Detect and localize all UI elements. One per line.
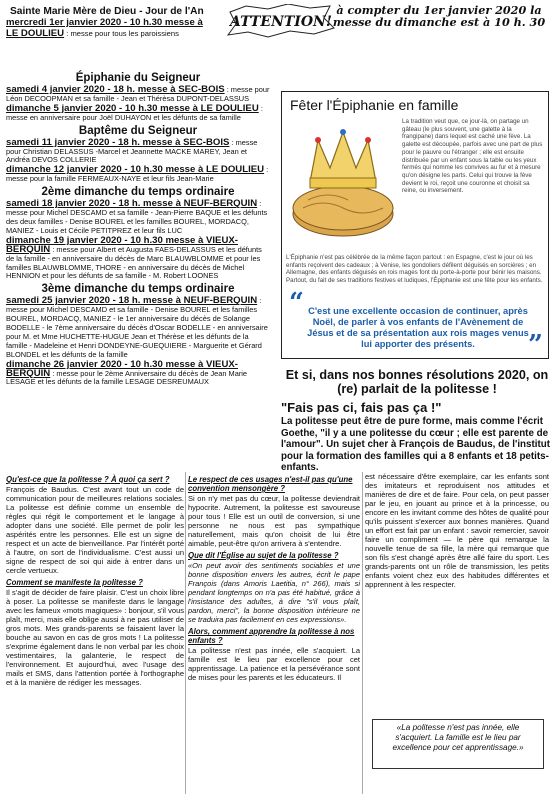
header-place: LE DOULIEU <box>6 28 65 39</box>
mass-entry: samedi 4 janvier 2020 - 18 h. messe à SEC-BOIS : messe pour Léon DECOOPMAN et sa famille - Jean et Thérèsa DUPONT-DELASSUS <box>6 84 270 103</box>
mass-schedule <box>6 70 270 388</box>
article-question: Alors, comment apprendre la politesse à nos enfants ? <box>188 627 355 645</box>
header-date: mercredi 1er janvier 2020 - 10 h.30 messe à <box>6 17 203 28</box>
epiphanie-paragraph-2: L'Épiphanie n'est pas célébrée de la même façon partout : en Espagne, c'est le jour où les enfants reçoivent des cadeaux ; à Venise, les gondoliers défilent déguisés en sorcières ; en Allemagne, des enfants déguisés en rois mages font du porte-à-porte pour bénir les maisons. Partout, du fait de ses traditions festives et ludiques, l'Épiphanie est une fête pour les enfants. <box>286 254 543 285</box>
mass-entry: dimanche 19 janvier 2020 - 10 h.30 messe à VIEUX-BERQUIN : messe pour Albert et Augusta FAES-DELASSUS et les défunts de la famille - en anniversaire du décès de Marc BLAUWBLOMME et pour les familles BLAUWBLOMME, THORE - en anniversaire du décès de Michel HENNION et pour les défunts de sa famille - M. Robert LOONES <box>6 234 262 281</box>
header-title: Sainte Marie Mère de Dieu - Jour de l'An <box>10 6 204 17</box>
mass-entry: samedi 11 janvier 2020 - 18 h. messe à SEC-BOIS : messe pour Christian DELASSUS -Marcel et Jeannette MACKE MAREY, Jean et Andréa DEVOS COLLERIE <box>6 136 258 165</box>
article-answer: «On peut avoir des sentiments sociables et une bonne disposition envers les autres, écrit le pape François (dans Amoris Laetitia, n° 266), mais si pendant longtemps on n'a pas été habitué, grâce à l'insistance des adultes, à dire "s'il vous plaît, pardon, merci", la bonne disposition intérieure ne se traduira pas facilement en ces expressions». <box>188 561 360 624</box>
galette-des-rois-image <box>288 118 398 250</box>
quote-open-icon: “ <box>289 288 304 318</box>
mass-entry: samedi 18 janvier 2020 - 18 h. messe à NEUF-BERQUIN : messe pour Michel DESCAMD et sa famille - Jean-Pierre BAQUE et les défunts des deux familles - Denise BOUREL et les familles BOUREL, MORDACQ, MANIEZ - Louis et Cécile PETITPREZ et leur fils LUC <box>6 198 268 235</box>
header-desc: : messe pour tous les paroissiens <box>66 29 179 38</box>
article-answer: Si on n'y met pas du cœur, la politesse deviendrait hypocrite. Autrement, la politesse est savoureuse pour tous ! Elle est un outil de conversion, si une personne ne nous est pas sympathique naturellement, mais qu'on choisit de lui être aimable, peut-être qu'on arrivera à s'entendre. <box>188 494 360 548</box>
politesse-intro <box>281 368 553 474</box>
section-3eme-dimanche <box>6 283 270 387</box>
article-question: Que dit l'Église au sujet de la politesse ? <box>188 551 339 560</box>
section-title: Épiphanie du Seigneur <box>75 72 201 84</box>
attention-label: ATTENTION! <box>229 14 333 30</box>
mass-entry: dimanche 12 janvier 2020 - 10 h.30 messe à LE DOULIEU : messe pour la famille FERMEAUX-NAYE et leur fils Jean-Marie <box>6 164 269 184</box>
mass-entry: dimanche 26 janvier 2020 - 10 h.30 messe à VIEUX-BERQUIN : messe pour le 2ème Anniversaire du décès de Jean Marie LESAGE et les défunts de la famille LESAGE DESREUMAUX <box>6 358 248 387</box>
mass-entry: dimanche 5 janvier 2020 - 10 h.30 messe à LE DOULIEU : messe en anniversaire pour Joël DUHAYON et les défunts de sa famille <box>6 102 263 122</box>
epiphanie-quote: C'est une excellente occasion de continuer, après Noël, de parler à vos enfants de l'Avènement de Jésus et de sa présentation aux rois mages venus lui apporter des présents. <box>307 306 529 349</box>
epiphanie-paragraph-1: La tradition veut que, ce jour-là, on partage un gâteau (le plus souvent, une galette à la frangipane) dans lequel est caché une fève. La galette est découpée, parfois avec une part de plus pour le pauvre ou l'étranger ; elle est ensuite distribuée par un enfant sous la table ou les yeux fermés qui nomme les convives au fur et à mesure qu'on désigne les parts. Celui qui trouve la fève devient le roi, reçoit une couronne et choisit sa reine, ou inversement. <box>402 118 543 195</box>
section-2eme-dimanche <box>6 186 270 281</box>
section-bapteme <box>6 125 270 185</box>
section-title: Baptême du Seigneur <box>78 124 198 137</box>
attention-banner <box>226 4 336 38</box>
article-answer: François de Baudus. C'est avant tout un code de communication pour de meilleures relations sociales. La politesse est définie comme un ensemble de règles qui régit le comportement et le langage à adopter dans une société. Elle permet de polir les aspérités entre les personnes. Elle est un signe de respect et un acte de bienveillance. Par l'intérêt porté à l'autre, on sort de l'individualisme. C'est aussi un signe de respect de soi qui aide à entrer dans un cercle vertueux. <box>6 485 184 575</box>
section-epiphanie <box>6 72 270 123</box>
section-title: 3ème dimanche du temps ordinaire <box>41 283 235 296</box>
article-continued: est nécessaire d'être exemplaire, car les enfants sont des imitateurs et reproduisent nos attitudes et manières de dire et de faire. Pour cela, on peut passer par le jeu, en jouant au prince et à la princesse, ou encore en les invitant comme des hôtes de qualité pour qu'ils puissent s'exercer aux bonnes manières. Quand un effort est fait par un enfant : savoir remercier, savoir faire un compliment — le père qui remarque la nouvelle tenue de sa fille, la mère qui remarque que son fils s'est changé après être allé faire du sport. Les grands-parents ont un rôle de transmission, les petits enfants voient chez eux des habitudes différentes et apprennent à les respecter. <box>365 472 549 589</box>
politesse-subtitle: "Fais pas ci, fais pas ça !" <box>281 400 442 415</box>
politesse-title: Et si, dans nos bonnes résolutions 2020, on (re) parlait de la politesse ! <box>285 368 549 396</box>
quote-close-icon: ” <box>528 330 543 360</box>
article-column-3 <box>365 472 549 591</box>
mass-time-notice: à compter du 1er janvier 2020 la messe du dimanche est à 10 h. 30 <box>332 3 546 30</box>
epiphanie-title: Fêter l'Épiphanie en famille <box>290 97 459 113</box>
mass-entry: samedi 25 janvier 2020 - 18 h. messe à NEUF-BERQUIN : messe pour Michel DESCAMD et sa famille - Denise BOUREL et les familles BOUREL, MORDACQ, MANIEZ - le 1er anniversaire du décès de Solange BODELLE - le 7ème anniversaire du décès d'Oscar BODELLE - en anniversaire pour M. et Mme HUCHETTE-HUGUE Jean et Thérèse et les défunts de la famille - Madeleine et Henri DONDEYNE-GUEQUIERE - Marguerite et Gérard BLONDEL et les défunts de la famille <box>6 295 268 359</box>
section-title: 2ème dimanche du temps ordinaire <box>41 186 235 199</box>
article-answer: La politesse n'est pas innée, elle s'acquiert. La famille est le lieu par excellence pour cet apprentissage. La patience et la persévérance sont de mises pour les parents et les éducateurs. Il <box>188 646 360 682</box>
article-column-2 <box>188 472 360 684</box>
article-question: Le respect de ces usages n'est-il pas qu'une convention mensongère ? <box>188 475 353 493</box>
politesse-body: La politesse peut être de pure forme, mais comme l'écrit Goethe, "il y a une politesse du cœur ; elle est parente de l'amour". Un sujet cher à François de Baudus, de l'institut pour la formation des familles qui a 8 enfants et 18 petits-enfants. <box>281 416 550 474</box>
article-question: Qu'est-ce que la politesse ? À quoi ça sert ? <box>6 475 170 484</box>
article-question: Comment se manifeste la politesse ? <box>6 578 143 587</box>
pull-quote: «La politesse n'est pas innée, elle s'acquiert. La famille est le lieu par excellence pour cet apprentissage.» <box>392 723 524 752</box>
article-column-1 <box>6 472 184 689</box>
article-answer: Il s'agit de décider de faire plaisir. C'est un choix libre à poser. La politesse se manifeste dans le langage avec les fameux «mots magiques» : bonjour, s'il vous plaît, merci, mais elle oblige aussi à ne pas utiliser de gros mots. Mes grands-parents se faisaient laver la bouche au savon en cas de gros mots ! La politesse s'exprime également dans le non verbal par les choix vestimentaires, la galanterie, le respect de l'environnement. Et aujourd'hui, avec l'usage des mails et SMS, dans l'attention portée à l'orthographe et à la manière de rédiger les messages. <box>6 588 184 687</box>
